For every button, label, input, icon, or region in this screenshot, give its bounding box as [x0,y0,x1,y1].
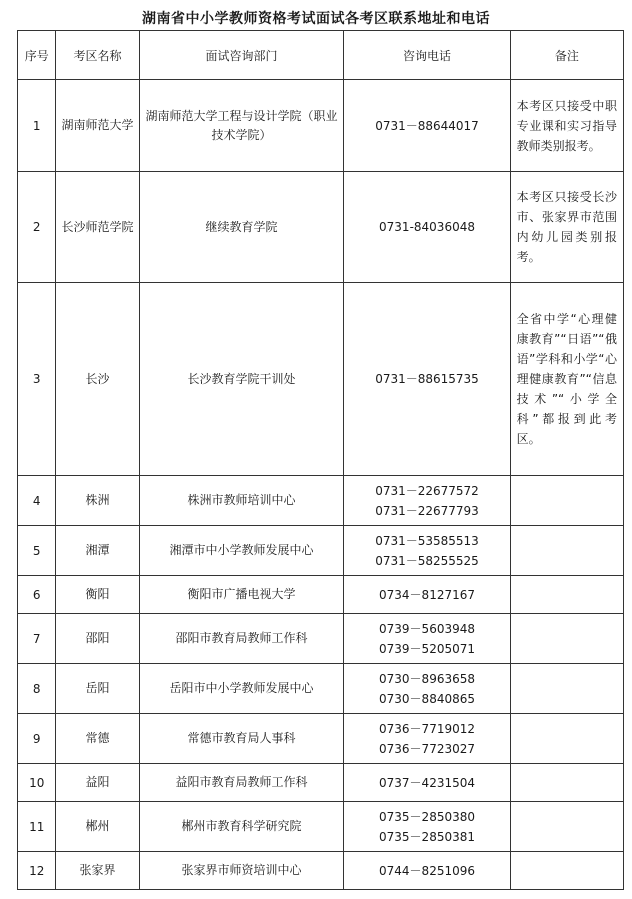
phone-cell [344,852,510,890]
table-row [18,852,624,890]
header-name: 考区名称 [56,31,139,80]
zone-name: 常德 [56,714,139,764]
row-no: 3 [18,283,56,476]
table-row [18,714,624,764]
zone-name: 岳阳 [56,664,139,714]
phone-number: 0734－8127167 [379,587,475,602]
table-row [18,614,624,664]
row-no: 12 [18,852,56,890]
page-title: 湖南省中小学教师资格考试面试各考区联系地址和电话 [142,11,490,27]
dept-name: 株洲市教师培训中心 [139,476,344,526]
phone-number: 0730－8963658 [379,671,475,686]
phone-cell [344,80,510,172]
phone-number: 0735－2850381 [379,829,475,844]
note-cell [510,526,623,576]
phone-cell [344,714,510,764]
phone-cell [344,576,510,614]
header-phone: 咨询电话 [344,31,510,80]
dept-name: 益阳市教育局教师工作科 [139,764,344,802]
row-no: 11 [18,802,56,852]
phone-number: 0731-84036048 [379,220,475,234]
phone-number: 0730－8840865 [379,691,475,706]
note-cell [510,764,623,802]
dept-name: 继续教育学院 [139,172,344,283]
row-no: 5 [18,526,56,576]
header-no: 序号 [18,31,56,80]
phone-cell [344,476,510,526]
zone-name: 湖南师范大学 [56,80,139,172]
phone-cell [344,764,510,802]
table-row [18,80,624,172]
dept-name: 岳阳市中小学教师发展中心 [139,664,344,714]
phone-number: 0737－4231504 [379,775,475,790]
phone-cell [344,283,510,476]
row-no: 4 [18,476,56,526]
row-no: 10 [18,764,56,802]
table-row [18,802,624,852]
table-row [18,172,624,283]
phone-number: 0736－7719012 [379,721,475,736]
table-row [18,283,624,476]
table-row [18,764,624,802]
zone-name: 长沙师范学院 [56,172,139,283]
dept-name: 湘潭市中小学教师发展中心 [139,526,344,576]
dept-name: 长沙教育学院干训处 [139,283,344,476]
zone-name: 湘潭 [56,526,139,576]
note-cell: 本考区只接受中职专业课和实习指导教师类别报考。 [510,80,623,172]
phone-number: 0731－88644017 [375,118,479,133]
phone-number: 0731－58255525 [375,553,479,568]
zone-name: 张家界 [56,852,139,890]
table-row [18,664,624,714]
contact-table [17,30,624,890]
phone-cell [344,172,510,283]
zone-name: 郴州 [56,802,139,852]
note-cell: 本考区只接受长沙市、张家界市范围内幼儿园类别报考。 [510,172,623,283]
phone-number: 0731－22677572 [375,483,479,498]
dept-name: 湖南师范大学工程与设计学院（职业技术学院） [139,80,344,172]
dept-name: 常德市教育局人事科 [139,714,344,764]
row-no: 6 [18,576,56,614]
header-row [18,31,624,80]
note-cell [510,664,623,714]
header-dept: 面试咨询部门 [139,31,344,80]
row-no: 1 [18,80,56,172]
table-row [18,476,624,526]
phone-cell [344,664,510,714]
row-no: 2 [18,172,56,283]
phone-cell [344,802,510,852]
row-no: 7 [18,614,56,664]
phone-cell [344,614,510,664]
note-cell [510,614,623,664]
dept-name: 邵阳市教育局教师工作科 [139,614,344,664]
zone-name: 株洲 [56,476,139,526]
note-cell [510,802,623,852]
note-cell: 全省中学“心理健康教育”“日语”“俄语”学科和小学“心理健康教育”“信息技术”“小学全科”都报到此考区。 [510,283,623,476]
table-row [18,576,624,614]
phone-number: 0735－2850380 [379,809,475,824]
phone-cell [344,526,510,576]
phone-number: 0736－7723027 [379,741,475,756]
phone-number: 0731－53585513 [375,533,479,548]
phone-number: 0739－5603948 [379,621,475,636]
note-cell [510,476,623,526]
note-cell [510,576,623,614]
note-cell [510,852,623,890]
phone-number: 0739－5205071 [379,641,475,656]
table-row [18,526,624,576]
row-no: 8 [18,664,56,714]
zone-name: 邵阳 [56,614,139,664]
zone-name: 益阳 [56,764,139,802]
note-cell [510,714,623,764]
header-note: 备注 [510,31,623,80]
dept-name: 衡阳市广播电视大学 [139,576,344,614]
dept-name: 张家界市师资培训中心 [139,852,344,890]
phone-number: 0731－22677793 [375,503,479,518]
phone-number: 0731－88615735 [375,372,479,386]
zone-name: 衡阳 [56,576,139,614]
phone-number: 0744－8251096 [379,863,475,878]
row-no: 9 [18,714,56,764]
dept-name: 郴州市教育科学研究院 [139,802,344,852]
zone-name: 长沙 [56,283,139,476]
